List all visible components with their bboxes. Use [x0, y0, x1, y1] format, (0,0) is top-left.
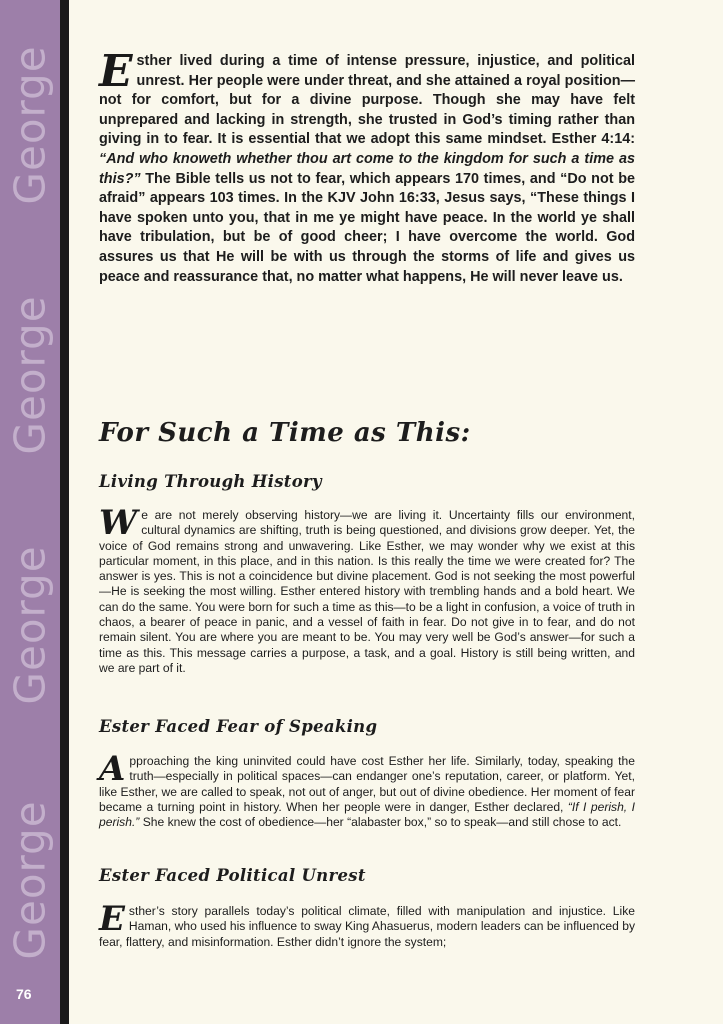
- section-heading: Ester Faced Fear of Speaking: [99, 717, 378, 736]
- section-paragraph: [99, 899, 635, 950]
- section-text-continued: She knew the cost of obedience—her “alabaster box,” so to speak—and still chose to act.: [139, 815, 622, 830]
- section-heading: Ester Faced Political Unrest: [99, 866, 366, 885]
- drop-cap: E: [99, 899, 125, 939]
- section-paragraph: [99, 503, 635, 676]
- intro-block: [99, 46, 636, 287]
- quote-text: “If I perish, I perish.”: [99, 799, 635, 830]
- intro-text-continued: The Bible tells us not to fear, which appears 170 times, and “Do not be afraid” appears 103 times. In the KJV John 16:33, Jesus says, “These things I have spoken unto you, that in me ye might have peace. In the world ye shall have tribulation, but be of good cheer; I have overcome the world. God assures us that He will be with us through the storms of life and gives us peace and reassurance that, no matter what happens, He will never leave us.: [99, 170, 635, 285]
- scripture-reference: Esther 4:14:: [551, 131, 636, 148]
- drop-cap: E: [99, 46, 133, 97]
- drop-cap: A: [99, 749, 126, 789]
- drop-cap: W: [99, 503, 138, 543]
- section-paragraph: [99, 749, 635, 830]
- intro-paragraph: [99, 46, 636, 287]
- chapter-title: For Such a Time as This:: [99, 418, 471, 448]
- section-text: sther’s story parallels today’s political climate, filled with manipulation and injustice. Like Haman, who used his influence to sway King Ahasuerus, modern leaders can be influenced by fear, flattery, and misinformation. Esther didn’t ignore the system;: [99, 904, 635, 949]
- section-text: pproaching the king uninvited could have cost Esther her life. Similarly, today, speaking the truth—especially in political spaces—can endanger one’s reputation, career, or platform. Yet, like Esther, we are called to speak, not out of anger, but out of divine obedience. Her moment of fear became a turning point in history. When her people were in danger, Esther declared,: [99, 754, 635, 814]
- section-text: e are not merely observing history—we are living it. Uncertainty fills our environment, cultural dynamics are shifting, truth is being questioned, and divisions grow deeper. Yet, the voice of God remains strong and unwavering. Like Esther, we may wonder why we exist at this particular moment, in this place, and in this nation. Is this really the time we were created for? The answer is yes. This is not a coincidence but divine placement. God is not seeking the most powerful—He is seeking the most willing. Esther entered history with trembling hands and a bold heart. We can do the same. You were born for such a time as this—to be a light in confusion, a voice of truth in chaos, a bearer of peace in panic, and a vessel of faith in fear. Do not give in to fear, and do not remain silent. You are where you are meant to be. You may very well be God’s answer—for such a time as this. This message carries a purpose, a task, and a goal. History is still being written, and we are part of it.: [99, 508, 635, 675]
- page-number: 76: [16, 986, 32, 1002]
- scripture-quote: “And who knoweth whether thou art come to the kingdom for such a time as this?”: [99, 150, 635, 187]
- section-heading: Living Through History: [99, 472, 322, 491]
- sidebar-divider: [60, 0, 69, 1024]
- sidebar-band: George George George George 76: [0, 0, 60, 1024]
- intro-text: sther lived during a time of intense pressure, injustice, and political unrest. Her people were under threat, and she attained a royal position—not for comfort, but for a divine purpose. Though she may have felt unprepared and lacking in strength, she trusted in God’s timing rather than giving in to fear. It is essential that we adopt this same mindset.: [99, 53, 635, 148]
